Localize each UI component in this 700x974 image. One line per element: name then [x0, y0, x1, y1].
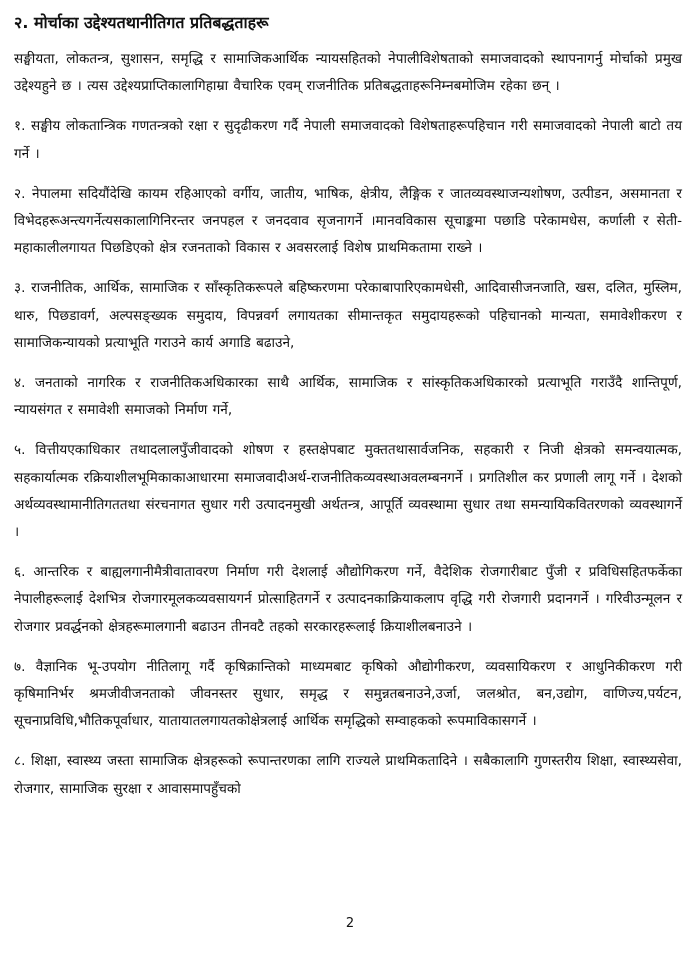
list-item-7: ७. वैज्ञानिक भू-उपयोग नीतिलागू गर्दै कृषिक्रान्तिको माध्यमबाट कृषिको औद्योगीकरण, व्यवसायिकरण र आधुनिकीकरण गरी कृषिमानिर्भर श्रमजीवीजनताको जीवनस्तर सुधार, समृद्ध र समुन्नतबनाउने,उर्जा, जलश्रोत, बन,उद्योग, वाणिज्य,पर्यटन, सूचनाप्रविधि,भौतिकपूर्वाधार, यातायातलगायतकोक्षेत्रलाई आर्थिक समृद्धिको सम्वाहकको रूपमाविकासगर्ने । — [14, 658, 682, 730]
intro-paragraph: सङ्घीयता, लोकतन्त्र, सुशासन, समृद्धि र सामाजिकआर्थिक न्यायसहितको नेपालीविशेषताको समाजवादको स्थापनागर्नु मोर्चाको प्रमुख उद्देश्यहुने छ । त्यस उद्देश्यप्राप्तिकालागिहाम्रा वैचारिक एवम् राजनीतिक प्रतिबद्धताहरूनिम्नबमोजिम रहेका छन् । — [14, 51, 682, 95]
list-item-6: ६. आन्तरिक र बाह्यलगानीमैत्रीवातावरण निर्माण गरी देशलाई औद्योगिकरण गर्ने, वैदेशिक रोजगारीबाट पुँजी र प्रविधिसहितफर्केका नेपालीहरूलाई देशभित्र रोजगारमूलकव्यवसायगर्न प्रोत्साहितगर्ने र उत्पादनकाक्रियाकलाप वृद्धि गरी रोजगारी प्रदानगर्ने । गरिवीउन्मूलन र रोजगार प्रवर्द्धनको क्षेत्रहरूमालगानी बढाउन तीनवटै तहको सरकारहरूलाई क्रियाशीलबनाउने । — [14, 564, 682, 635]
list-item-8: ८. शिक्षा, स्वास्थ्य जस्ता सामाजिक क्षेत्रहरूको रूपान्तरणका लागि राज्यले प्राथमिकतादिने । सबैकालागि गुणस्तरीय शिक्षा, स्वास्थ्यसेवा, रोजगार, सामाजिक सुरक्षा र आवासमापहुँचको — [14, 753, 682, 797]
document-page — [14, 10, 682, 816]
list-item-1: १. सङ्घीय लोकतान्त्रिक गणतन्त्रको रक्षा र सुदृढीकरण गर्दै नेपाली समाजवादको विशेषताहरूपहिचान गरी समाजवादको नेपाली बाटो तय गर्ने । — [14, 118, 682, 162]
list-item-5: ५. वित्तीयएकाधिकार तथादलालपुँजीवादको शोषण र हस्तक्षेपबाट मुक्ततथासार्वजनिक, सहकारी र निजी क्षेत्रको समन्वयात्मक, सहकार्यात्मक रक्रियाशीलभूमिकाकाआधारमा समाजवादीअर्थ-राजनीतिकव्यवस्थाअवलम्बनगर्ने । प्रगतिशील कर प्रणाली लागू गर्ने । देशको अर्थव्यवस्थामानीतिगततथा संरचनागत सुधार गरी उत्पादनमुखी अर्थतन्त्र, आपूर्ति व्यवस्थामा सुधार तथा समन्यायिकवितरणको व्यवस्थागर्ने । — [14, 442, 683, 541]
list-item-3: ३. राजनीतिक, आर्थिक, सामाजिक र साँस्कृतिकरूपले बहिष्करणमा परेकाबापारिएकामधेसी, आदिवासीजनजाति, खस, दलित, मुस्लिम, थारु, पिछडावर्ग, अल्पसङ्ख्यक समुदाय, विपन्नवर्ग लगायतका सीमान्तकृत समुदायहरूको पहिचानको मान्यता, समावेशीकरण र सामाजिकन्यायको प्रत्याभूति गराउने कार्य अगाडि बढाउने, — [14, 280, 682, 351]
list-item-4: ४. जनताको नागरिक र राजनीतिकअधिकारका साथै आर्थिक, सामाजिक र सांस्कृतिकअधिकारको प्रत्याभूति गराउँदै शान्तिपूर्ण, न्यायसंगत र समावेशी समाजको निर्माण गर्ने, — [14, 375, 682, 419]
page-number: 2 — [345, 916, 355, 931]
section-heading: २. मोर्चाका उद्देश्यतथानीतिगत प्रतिबद्धताहरू — [14, 13, 269, 32]
list-item-2: २. नेपालमा सदियौंदेखि कायम रहिआएको वर्गीय, जातीय, भाषिक, क्षेत्रीय, लैङ्गिक र जातव्यवस्थाजन्यशोषण, उत्पीडन, असमानता र विभेदहरूअन्त्यगर्नेत्यसकालागिनिरन्तर जनपहल र जनदवाव सृजनागर्ने ।मानवविकास सूचाङ्कमा पछाडि परेकामधेस, कर्णाली र सेती-महाकालीलगायत पिछडिएको क्षेत्र रजनताको विकास र अवसरलाई विशेष प्राथमिकतामा राख्ने । — [14, 185, 682, 257]
